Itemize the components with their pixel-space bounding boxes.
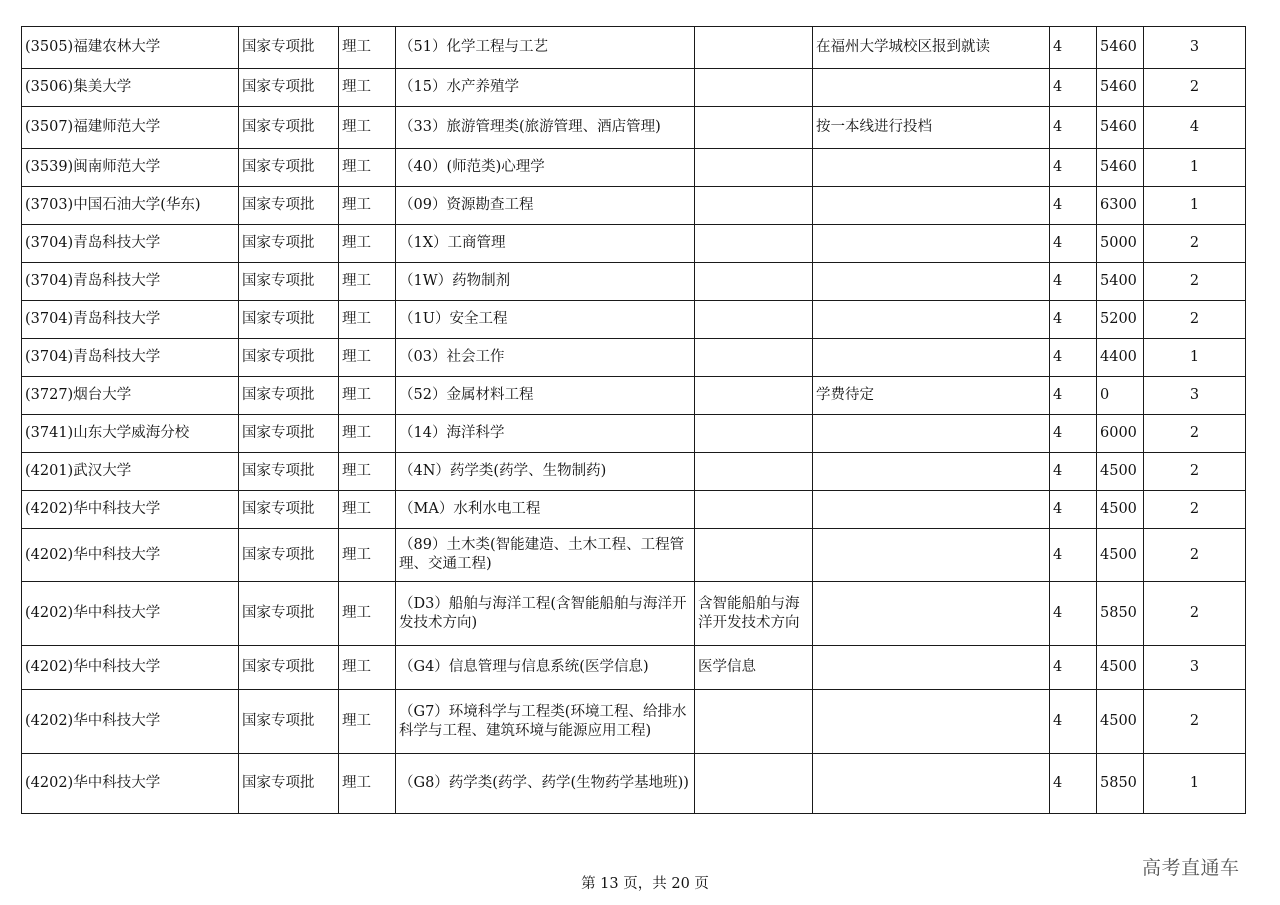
table-row [22, 301, 1246, 339]
major-cell: （14）海洋科学 [396, 415, 695, 453]
note-cell: 在福州大学城校区报到就读 [813, 27, 1050, 69]
plan-count-cell: 1 [1144, 339, 1246, 377]
years-cell: 4 [1050, 415, 1097, 453]
batch-cell: 国家专项批 [239, 529, 339, 582]
admissions-plan-table [21, 26, 1246, 814]
school-cell: (4202)华中科技大学 [22, 690, 239, 754]
batch-cell: 国家专项批 [239, 415, 339, 453]
table-row [22, 754, 1246, 814]
table-row [22, 339, 1246, 377]
plan-count-cell: 3 [1144, 646, 1246, 690]
school-cell: (4202)华中科技大学 [22, 491, 239, 529]
batch-cell: 国家专项批 [239, 690, 339, 754]
note-cell [813, 491, 1050, 529]
plan-count-cell: 2 [1144, 690, 1246, 754]
plan-count-cell: 2 [1144, 69, 1246, 107]
batch-cell: 国家专项批 [239, 27, 339, 69]
note-cell [813, 529, 1050, 582]
batch-cell: 国家专项批 [239, 339, 339, 377]
school-cell: (3506)集美大学 [22, 69, 239, 107]
tuition-fee-cell: 5850 [1097, 582, 1144, 646]
direction-cell [695, 529, 813, 582]
category-cell: 理工 [339, 453, 396, 491]
note-cell [813, 263, 1050, 301]
major-cell: （1W）药物制剂 [396, 263, 695, 301]
tuition-fee-cell: 0 [1097, 377, 1144, 415]
direction-cell [695, 107, 813, 149]
tuition-fee-cell: 5460 [1097, 27, 1144, 69]
years-cell: 4 [1050, 301, 1097, 339]
category-cell: 理工 [339, 187, 396, 225]
major-cell: （4N）药学类(药学、生物制药) [396, 453, 695, 491]
plan-count-cell: 1 [1144, 754, 1246, 814]
table-row [22, 149, 1246, 187]
category-cell: 理工 [339, 339, 396, 377]
note-cell [813, 225, 1050, 263]
table-row [22, 690, 1246, 754]
tuition-fee-cell: 5000 [1097, 225, 1144, 263]
watermark-logo: 高考直通车 [1142, 857, 1240, 879]
direction-cell [695, 149, 813, 187]
table-row [22, 453, 1246, 491]
category-cell: 理工 [339, 529, 396, 582]
direction-cell: 医学信息 [695, 646, 813, 690]
tuition-fee-cell: 4500 [1097, 529, 1144, 582]
major-cell: （MA）水利水电工程 [396, 491, 695, 529]
major-cell: （G4）信息管理与信息系统(医学信息) [396, 646, 695, 690]
table-row [22, 491, 1246, 529]
table-row [22, 69, 1246, 107]
tuition-fee-cell: 5400 [1097, 263, 1144, 301]
years-cell: 4 [1050, 149, 1097, 187]
direction-cell [695, 301, 813, 339]
direction-cell [695, 339, 813, 377]
direction-cell [695, 377, 813, 415]
plan-count-cell: 4 [1144, 107, 1246, 149]
note-cell [813, 415, 1050, 453]
note-cell [813, 187, 1050, 225]
table-row [22, 263, 1246, 301]
direction-cell: 含智能船舶与海洋开发技术方向 [695, 582, 813, 646]
tuition-fee-cell: 5460 [1097, 107, 1144, 149]
direction-cell [695, 754, 813, 814]
plan-count-cell: 1 [1144, 149, 1246, 187]
note-cell [813, 690, 1050, 754]
direction-cell [695, 187, 813, 225]
school-cell: (3704)青岛科技大学 [22, 225, 239, 263]
batch-cell: 国家专项批 [239, 187, 339, 225]
school-cell: (3539)闽南师范大学 [22, 149, 239, 187]
direction-cell [695, 263, 813, 301]
years-cell: 4 [1050, 582, 1097, 646]
tuition-fee-cell: 6000 [1097, 415, 1144, 453]
tuition-fee-cell: 4500 [1097, 491, 1144, 529]
table-row [22, 582, 1246, 646]
table-row [22, 377, 1246, 415]
school-cell: (4202)华中科技大学 [22, 646, 239, 690]
note-cell [813, 301, 1050, 339]
category-cell: 理工 [339, 69, 396, 107]
batch-cell: 国家专项批 [239, 69, 339, 107]
years-cell: 4 [1050, 453, 1097, 491]
plan-count-cell: 2 [1144, 491, 1246, 529]
batch-cell: 国家专项批 [239, 149, 339, 187]
major-cell: （09）资源勘查工程 [396, 187, 695, 225]
school-cell: (3507)福建师范大学 [22, 107, 239, 149]
category-cell: 理工 [339, 690, 396, 754]
years-cell: 4 [1050, 529, 1097, 582]
direction-cell [695, 415, 813, 453]
table-row [22, 225, 1246, 263]
category-cell: 理工 [339, 377, 396, 415]
table-row [22, 529, 1246, 582]
major-cell: （15）水产养殖学 [396, 69, 695, 107]
major-cell: （G8）药学类(药学、药学(生物药学基地班)) [396, 754, 695, 814]
category-cell: 理工 [339, 491, 396, 529]
category-cell: 理工 [339, 263, 396, 301]
note-cell: 按一本线进行投档 [813, 107, 1050, 149]
major-cell: （33）旅游管理类(旅游管理、酒店管理) [396, 107, 695, 149]
school-cell: (3741)山东大学威海分校 [22, 415, 239, 453]
school-cell: (3704)青岛科技大学 [22, 339, 239, 377]
direction-cell [695, 690, 813, 754]
tuition-fee-cell: 5460 [1097, 69, 1144, 107]
table-row [22, 415, 1246, 453]
batch-cell: 国家专项批 [239, 646, 339, 690]
major-cell: （D3）船舶与海洋工程(含智能船舶与海洋开发技术方向) [396, 582, 695, 646]
school-cell: (4201)武汉大学 [22, 453, 239, 491]
years-cell: 4 [1050, 646, 1097, 690]
note-cell: 学费待定 [813, 377, 1050, 415]
school-cell: (4202)华中科技大学 [22, 582, 239, 646]
school-cell: (3505)福建农林大学 [22, 27, 239, 69]
major-cell: （03）社会工作 [396, 339, 695, 377]
note-cell [813, 69, 1050, 107]
plan-count-cell: 2 [1144, 263, 1246, 301]
batch-cell: 国家专项批 [239, 225, 339, 263]
category-cell: 理工 [339, 149, 396, 187]
years-cell: 4 [1050, 690, 1097, 754]
years-cell: 4 [1050, 107, 1097, 149]
category-cell: 理工 [339, 27, 396, 69]
note-cell [813, 149, 1050, 187]
batch-cell: 国家专项批 [239, 301, 339, 339]
batch-cell: 国家专项批 [239, 107, 339, 149]
plan-count-cell: 2 [1144, 529, 1246, 582]
school-cell: (4202)华中科技大学 [22, 754, 239, 814]
plan-count-cell: 3 [1144, 27, 1246, 69]
tuition-fee-cell: 6300 [1097, 187, 1144, 225]
page-number: 第 13 页，共 20 页 [581, 876, 709, 892]
plan-count-cell: 2 [1144, 225, 1246, 263]
direction-cell [695, 69, 813, 107]
plan-count-cell: 2 [1144, 301, 1246, 339]
category-cell: 理工 [339, 107, 396, 149]
direction-cell [695, 453, 813, 491]
batch-cell: 国家专项批 [239, 453, 339, 491]
years-cell: 4 [1050, 377, 1097, 415]
major-cell: （G7）环境科学与工程类(环境工程、给排水科学与工程、建筑环境与能源应用工程) [396, 690, 695, 754]
years-cell: 4 [1050, 69, 1097, 107]
years-cell: 4 [1050, 754, 1097, 814]
years-cell: 4 [1050, 491, 1097, 529]
category-cell: 理工 [339, 582, 396, 646]
category-cell: 理工 [339, 646, 396, 690]
direction-cell [695, 225, 813, 263]
school-cell: (3727)烟台大学 [22, 377, 239, 415]
category-cell: 理工 [339, 754, 396, 814]
school-cell: (4202)华中科技大学 [22, 529, 239, 582]
note-cell [813, 646, 1050, 690]
major-cell: （52）金属材料工程 [396, 377, 695, 415]
major-cell: （89）土木类(智能建造、土木工程、工程管理、交通工程) [396, 529, 695, 582]
years-cell: 4 [1050, 263, 1097, 301]
table-row [22, 187, 1246, 225]
category-cell: 理工 [339, 415, 396, 453]
direction-cell [695, 27, 813, 69]
plan-count-cell: 3 [1144, 377, 1246, 415]
note-cell [813, 339, 1050, 377]
table-row [22, 107, 1246, 149]
tuition-fee-cell: 4500 [1097, 690, 1144, 754]
batch-cell: 国家专项批 [239, 754, 339, 814]
years-cell: 4 [1050, 187, 1097, 225]
note-cell [813, 754, 1050, 814]
table-row [22, 646, 1246, 690]
batch-cell: 国家专项批 [239, 377, 339, 415]
years-cell: 4 [1050, 225, 1097, 263]
plan-count-cell: 2 [1144, 582, 1246, 646]
plan-count-cell: 1 [1144, 187, 1246, 225]
category-cell: 理工 [339, 301, 396, 339]
tuition-fee-cell: 5460 [1097, 149, 1144, 187]
tuition-fee-cell: 5200 [1097, 301, 1144, 339]
tuition-fee-cell: 4400 [1097, 339, 1144, 377]
school-cell: (3704)青岛科技大学 [22, 301, 239, 339]
tuition-fee-cell: 5850 [1097, 754, 1144, 814]
plan-count-cell: 2 [1144, 453, 1246, 491]
batch-cell: 国家专项批 [239, 263, 339, 301]
tuition-fee-cell: 4500 [1097, 453, 1144, 491]
plan-count-cell: 2 [1144, 415, 1246, 453]
school-cell: (3703)中国石油大学(华东) [22, 187, 239, 225]
direction-cell [695, 491, 813, 529]
major-cell: （51）化学工程与工艺 [396, 27, 695, 69]
note-cell [813, 453, 1050, 491]
category-cell: 理工 [339, 225, 396, 263]
table-row [22, 27, 1246, 69]
years-cell: 4 [1050, 339, 1097, 377]
major-cell: （40）(师范类)心理学 [396, 149, 695, 187]
school-cell: (3704)青岛科技大学 [22, 263, 239, 301]
note-cell [813, 582, 1050, 646]
major-cell: （1X）工商管理 [396, 225, 695, 263]
tuition-fee-cell: 4500 [1097, 646, 1144, 690]
batch-cell: 国家专项批 [239, 491, 339, 529]
major-cell: （1U）安全工程 [396, 301, 695, 339]
batch-cell: 国家专项批 [239, 582, 339, 646]
years-cell: 4 [1050, 27, 1097, 69]
